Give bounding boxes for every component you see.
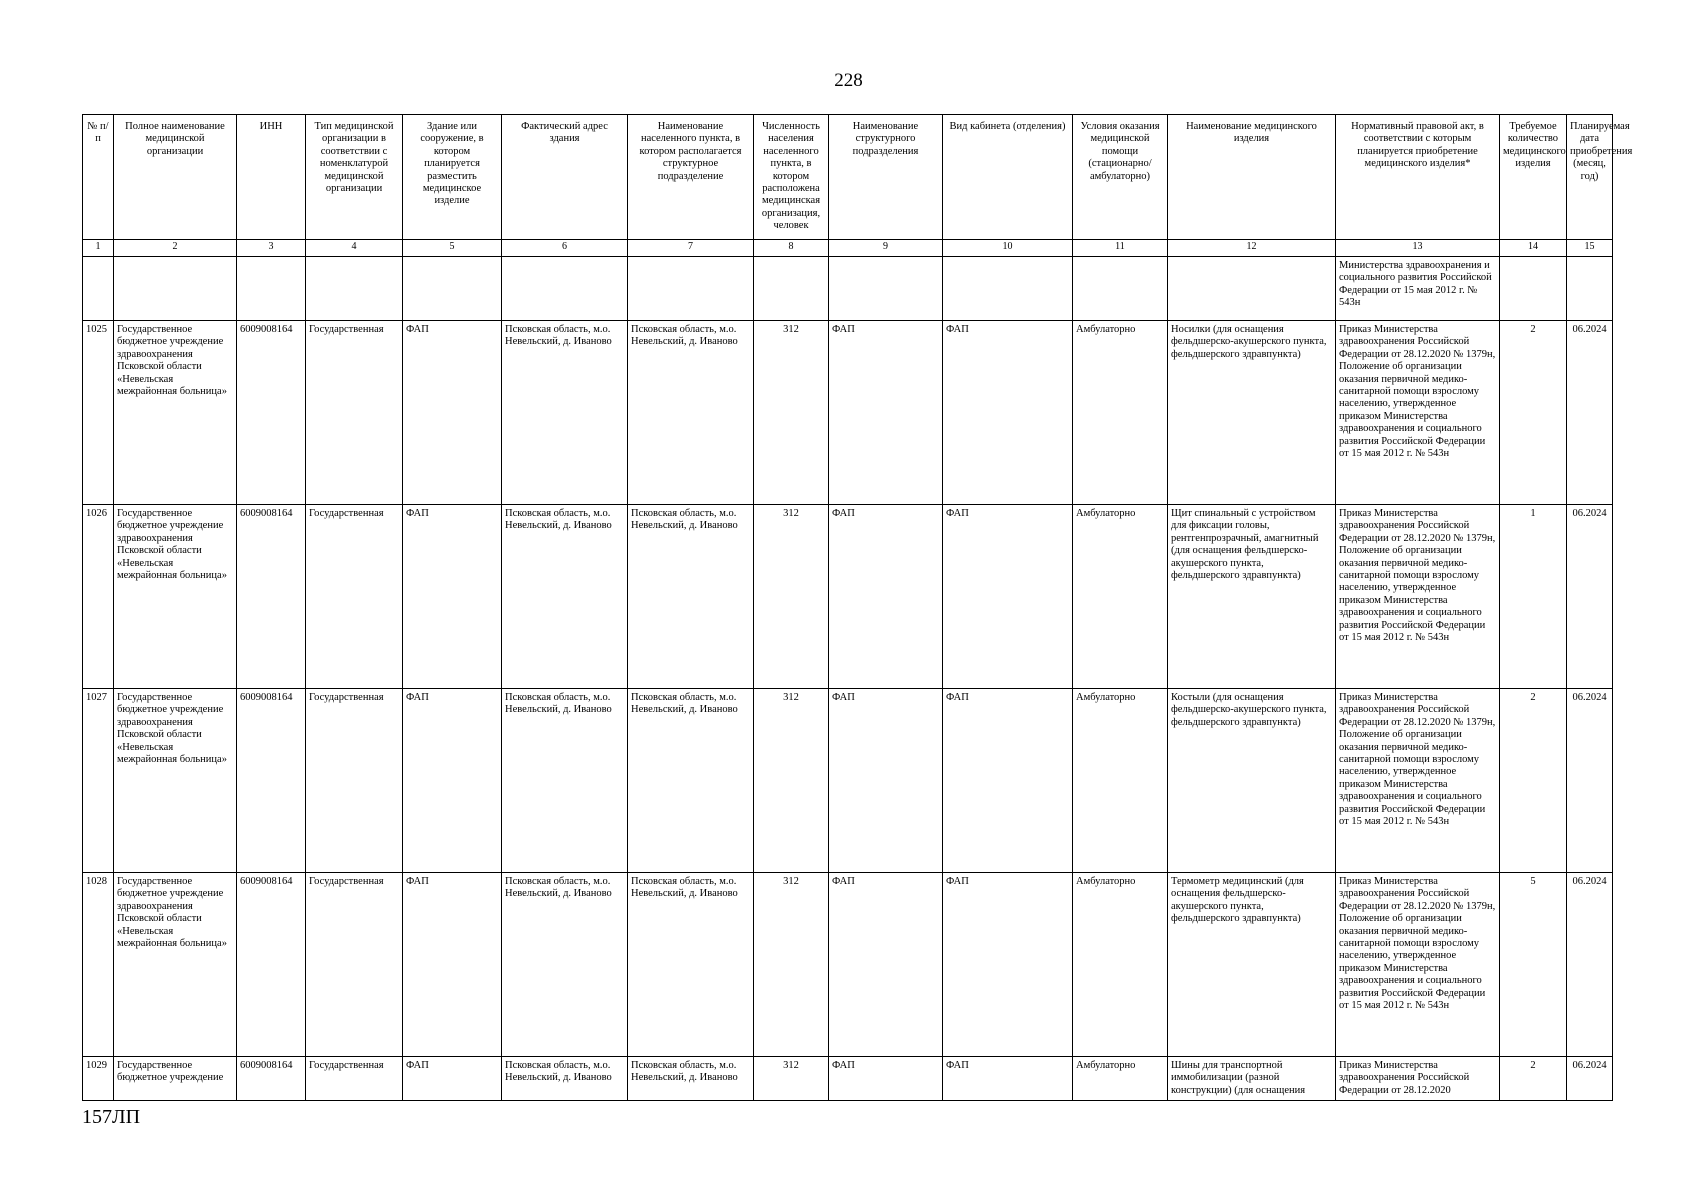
column-header: Полное наименование медицинской организации: [114, 115, 237, 240]
column-number: 12: [1168, 240, 1336, 257]
conditions-cell: Амбулаторно: [1073, 873, 1168, 1057]
building-cell: ФАП: [403, 505, 502, 689]
column-number: 11: [1073, 240, 1168, 257]
building-cell: ФАП: [403, 689, 502, 873]
column-number: 10: [943, 240, 1073, 257]
settlement-cell: Псковская область, м.о. Невельский, д. Иваново: [628, 873, 754, 1057]
column-number: 15: [1567, 240, 1613, 257]
address-cell: Псковская область, м.о. Невельский, д. Иваново: [502, 505, 628, 689]
population-cell: 312: [754, 689, 829, 873]
building-cell: ФАП: [403, 321, 502, 505]
org-type-cell: Государственная: [306, 505, 403, 689]
page-number: 228: [834, 70, 863, 91]
device-cell: Шины для транспортной иммобилизации (разной конструкции) (для оснащения: [1168, 1057, 1336, 1101]
org-type-cell: Государственная: [306, 689, 403, 873]
header-row: [83, 115, 1613, 240]
org-type-cell: Государственная: [306, 873, 403, 1057]
settlement-cell: Псковская область, м.о. Невельский, д. Иваново: [628, 1057, 754, 1101]
column-header: Численность населения населенного пункта, в котором расположена медицинская организация, человек: [754, 115, 829, 240]
column-header: Наименование структурного подразделения: [829, 115, 943, 240]
population-cell: 312: [754, 873, 829, 1057]
unit-cell: ФАП: [829, 689, 943, 873]
column-number: 7: [628, 240, 754, 257]
medical-device-table: [82, 114, 1633, 1101]
act-cell: Министерства здравоохранения и социального развития Российской Федерации от 15 мая 2012 г. № 543н: [1336, 257, 1500, 321]
address-cell: Псковская область, м.о. Невельский, д. Иваново: [502, 1057, 628, 1101]
org-type-cell: Государственная: [306, 1057, 403, 1101]
column-header: Фактический адрес здания: [502, 115, 628, 240]
organization-cell: Государственное бюджетное учреждение здравоохранения Псковской области «Невельская межрайонная больница»: [114, 505, 237, 689]
column-number: 6: [502, 240, 628, 257]
column-header: Требуемое количество медицинского изделия: [1500, 115, 1567, 240]
table-row: [83, 505, 1613, 689]
conditions-cell: Амбулаторно: [1073, 505, 1168, 689]
column-header: Условия оказания медицинской помощи (стационарно/ амбулаторно): [1073, 115, 1168, 240]
column-header: Наименование населенного пункта, в котором располагается структурное подразделение: [628, 115, 754, 240]
organization-cell: Государственное бюджетное учреждение здравоохранения Псковской области «Невельская межрайонная больница»: [114, 873, 237, 1057]
row-number-cell: 1026: [83, 505, 114, 689]
row-number-cell: 1028: [83, 873, 114, 1057]
document-code: 157ЛП: [82, 1106, 141, 1128]
cabinet-cell: ФАП: [943, 505, 1073, 689]
table-row: [83, 321, 1613, 505]
column-header: ИНН: [237, 115, 306, 240]
column-header: Здание или сооружение, в котором планируется разместить медицинское изделие: [403, 115, 502, 240]
organization-cell: Государственное бюджетное учреждение: [114, 1057, 237, 1101]
device-cell: Костыли (для оснащения фельдшерско-акушерского пункта, фельдшерского здравпункта): [1168, 689, 1336, 873]
column-number: 14: [1500, 240, 1567, 257]
column-header: Тип медицинской организации в соответствии с номенклатурой медицинской организации: [306, 115, 403, 240]
column-number: 2: [114, 240, 237, 257]
inn-cell: 6009008164: [237, 1057, 306, 1101]
column-number: 13: [1336, 240, 1500, 257]
date-cell: 06.2024: [1567, 505, 1613, 689]
act-cell: Приказ Министерства здравоохранения Российской Федерации от 28.12.2020 № 1379н, Положение об организации оказания первичной медико-санитарной помощи взрослому населению, утвержденное приказом Министерства здравоохранения и социального развития Российской Федерации от 15 мая 2012 г. № 543н: [1336, 689, 1500, 873]
continuation-row: [83, 257, 1613, 321]
org-type-cell: Государственная: [306, 321, 403, 505]
table-row: [83, 1057, 1613, 1101]
conditions-cell: Амбулаторно: [1073, 1057, 1168, 1101]
device-cell: Термометр медицинский (для оснащения фельдшерско-акушерского пункта, фельдшерского здравпункта): [1168, 873, 1336, 1057]
address-cell: Псковская область, м.о. Невельский, д. Иваново: [502, 689, 628, 873]
column-header: Нормативный правовой акт, в соответствии с которым планируется приобретение медицинского изделия*: [1336, 115, 1500, 240]
column-number: 3: [237, 240, 306, 257]
quantity-cell: 2: [1500, 689, 1567, 873]
building-cell: ФАП: [403, 1057, 502, 1101]
column-header: Вид кабинета (отделения): [943, 115, 1073, 240]
row-number-cell: 1027: [83, 689, 114, 873]
inn-cell: 6009008164: [237, 505, 306, 689]
unit-cell: ФАП: [829, 505, 943, 689]
population-cell: 312: [754, 321, 829, 505]
column-header: Планируемая дата приобретения (месяц, год): [1567, 115, 1613, 240]
device-cell: Щит спинальный с устройством для фиксации головы, рентгенпрозрачный, амагнитный (для оснащения фельдшерско-акушерского пункта, фельдшерского здравпункта): [1168, 505, 1336, 689]
building-cell: ФАП: [403, 873, 502, 1057]
column-number: 1: [83, 240, 114, 257]
unit-cell: ФАП: [829, 321, 943, 505]
column-number: 8: [754, 240, 829, 257]
inn-cell: 6009008164: [237, 321, 306, 505]
table-row: [83, 689, 1613, 873]
act-cell: Приказ Министерства здравоохранения Российской Федерации от 28.12.2020 № 1379н, Положение об организации оказания первичной медико-санитарной помощи взрослому населению, утвержденное приказом Министерства здравоохранения и социального развития Российской Федерации от 15 мая 2012 г. № 543н: [1336, 873, 1500, 1057]
row-number-cell: 1025: [83, 321, 114, 505]
act-cell: Приказ Министерства здравоохранения Российской Федерации от 28.12.2020: [1336, 1057, 1500, 1101]
column-number: 5: [403, 240, 502, 257]
row-number-cell: 1029: [83, 1057, 114, 1101]
address-cell: Псковская область, м.о. Невельский, д. Иваново: [502, 873, 628, 1057]
quantity-cell: 2: [1500, 1057, 1567, 1101]
inn-cell: 6009008164: [237, 873, 306, 1057]
cabinet-cell: ФАП: [943, 321, 1073, 505]
act-cell: Приказ Министерства здравоохранения Российской Федерации от 28.12.2020 № 1379н, Положение об организации оказания первичной медико-санитарной помощи взрослому населению, утвержденное приказом Министерства здравоохранения и социального развития Российской Федерации от 15 мая 2012 г. № 543н: [1336, 505, 1500, 689]
cabinet-cell: ФАП: [943, 689, 1073, 873]
column-number: 9: [829, 240, 943, 257]
column-header: № п/п: [83, 115, 114, 240]
cabinet-cell: ФАП: [943, 873, 1073, 1057]
unit-cell: ФАП: [829, 873, 943, 1057]
date-cell: 06.2024: [1567, 321, 1613, 505]
settlement-cell: Псковская область, м.о. Невельский, д. Иваново: [628, 321, 754, 505]
device-cell: Носилки (для оснащения фельдшерско-акушерского пункта, фельдшерского здравпункта): [1168, 321, 1336, 505]
settlement-cell: Псковская область, м.о. Невельский, д. Иваново: [628, 689, 754, 873]
inn-cell: 6009008164: [237, 689, 306, 873]
address-cell: Псковская область, м.о. Невельский, д. Иваново: [502, 321, 628, 505]
organization-cell: Государственное бюджетное учреждение здравоохранения Псковской области «Невельская межрайонная больница»: [114, 689, 237, 873]
organization-cell: Государственное бюджетное учреждение здравоохранения Псковской области «Невельская межрайонная больница»: [114, 321, 237, 505]
date-cell: 06.2024: [1567, 689, 1613, 873]
population-cell: 312: [754, 1057, 829, 1101]
unit-cell: ФАП: [829, 1057, 943, 1101]
column-number-row: [83, 240, 1613, 257]
table-row: [83, 873, 1613, 1057]
quantity-cell: 1: [1500, 505, 1567, 689]
date-cell: 06.2024: [1567, 873, 1613, 1057]
population-cell: 312: [754, 505, 829, 689]
conditions-cell: Амбулаторно: [1073, 689, 1168, 873]
conditions-cell: Амбулаторно: [1073, 321, 1168, 505]
column-header: Наименование медицинского изделия: [1168, 115, 1336, 240]
quantity-cell: 5: [1500, 873, 1567, 1057]
act-cell: Приказ Министерства здравоохранения Российской Федерации от 28.12.2020 № 1379н, Положение об организации оказания первичной медико-санитарной помощи взрослому населению, утвержденное приказом Министерства здравоохранения и социального развития Российской Федерации от 15 мая 2012 г. № 543н: [1336, 321, 1500, 505]
column-number: 4: [306, 240, 403, 257]
date-cell: 06.2024: [1567, 1057, 1613, 1101]
settlement-cell: Псковская область, м.о. Невельский, д. Иваново: [628, 505, 754, 689]
cabinet-cell: ФАП: [943, 1057, 1073, 1101]
quantity-cell: 2: [1500, 321, 1567, 505]
